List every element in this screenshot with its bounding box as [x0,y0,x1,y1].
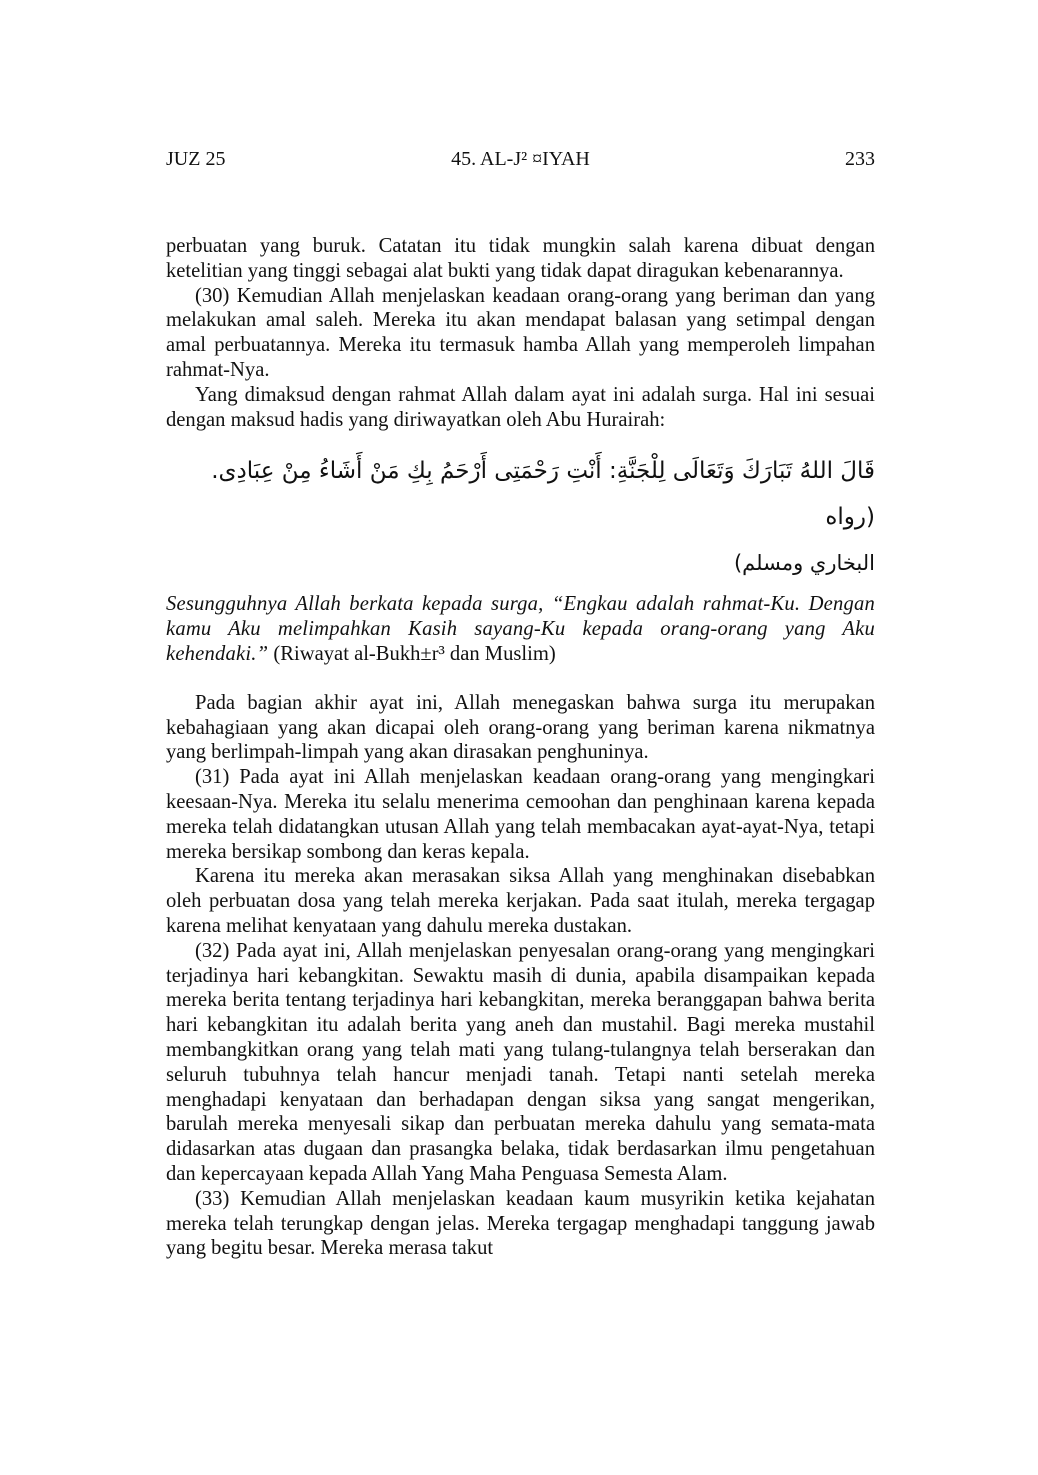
body-text [166,234,875,1261]
paragraph-verse-31: (31) Pada ayat ini Allah menjelaskan keadaan orang-orang yang mengingkari keesaan-Nya. Mereka itu selalu menerima cemoohan dan penghinaan karena kepada mereka telah didatangkan utusan Allah yang telah membacakan ayat-ayat-Nya, tetapi mereka bersikap sombong dan keras kepala. [166,766,875,863]
page-number: 233 [845,148,875,170]
paragraph-continuation: perbuatan yang buruk. Catatan itu tidak mungkin salah karena dibuat dengan ketelitian yang tinggi sebagai alat bukti yang tidak dapat diragukan kebenarannya. [166,235,875,282]
hadith-translation [166,592,875,666]
spacer [166,667,875,691]
paragraph-verse-33: (33) Kemudian Allah menjelaskan keadaan kaum musyrikin ketika kejahatan mereka telah terungkap dengan jelas. Mereka tergagap menghadapi tanggung jawab yang begitu besar. Mereka merasa takut [166,1187,875,1260]
paragraph-surga: Pada bagian akhir ayat ini, Allah menegaskan bahwa surga itu merupakan kebahagiaan yang akan dicapai oleh orang-orang yang beriman karena nikmatnya yang berlimpah-limpah yang akan dirasakan penghuninya. [166,691,875,764]
running-header [166,146,875,172]
arabic-hadith: قَالَ اللهُ تَبَارَكَ وَتَعَالَى لِلْجَنَّةِ: أَنْتِ رَحْمَتِى أَرْحَمُ بِكِ مَنْ أَشَاءُ مِنْ عِبَادِى. (رواه [211,458,875,531]
paragraph-verse-32: (32) Pada ayat ini, Allah menjelaskan penyesalan orang-orang yang mengingkari terjadinya hari kebangkitan. Sewaktu masih di dunia, apabila disampaikan kepada mereka berita tentang terjadinya hari kebangkitan, mereka beranggapan bahwa berita hari kebangkitan itu adalah berita yang aneh dan mustahil. Bagi mereka mustahil membangkitkan orang yang telah mati yang tulang-tulangnya telah berserakan dan seluruh tubuhnya telah hancur menjadi tanah. Tetapi nanti setelah mereka menghadapi kenyataan dan berhadapan dengan siksa yang sangat mengerikan, barulah mereka menyesali sikap dan perbuatan mereka dahulu yang semata-mata didasarkan atas dugaan dan prasangka belaka, tidak berdasarkan ilmu pengetahuan dan kepercayaan kepada Allah Yang Maha Penguasa Semesta Alam. [166,939,875,1185]
paragraph-siksa: Karena itu mereka akan merasakan siksa Allah yang menghinakan disebabkan oleh perbuatan dosa yang telah mereka kerjakan. Pada saat itulah, mereka tergagap karena melihat kenyataan yang dahulu mereka dustakan. [166,865,875,937]
surah-title: 45. AL-J² ¤IYAH [451,148,590,170]
paragraph-verse-30: (30) Kemudian Allah menjelaskan keadaan orang-orang yang beriman dan yang melakukan amal saleh. Mereka itu akan mendapat balasan yang setimpal dengan amal perbuatannya. Mereka itu termasuk hamba Allah yang memperoleh limpahan rahmat-Nya. [166,284,875,381]
juz-label: JUZ 25 [166,148,226,170]
hadith-translation-text: Sesungguhnya Allah berkata kepada surga, “Engkau adalah rahmat-Ku. Dengan kamu Aku melimpahkan Kasih sayang-Ku kepada orang-orang yang Aku kehendaki.” [166,593,875,665]
document-page [166,0,875,1475]
paragraph-rahmat: Yang dimaksud dengan rahmat Allah dalam ayat ini adalah surga. Hal ini sesuai dengan maksud hadis yang diriwayatkan oleh Abu Hurairah: [166,383,875,431]
hadith-translation-source: (Riwayat al-Bukh±r³ dan Muslim) [268,642,556,665]
arabic-hadith-source: البخاري ومسلم) [733,551,875,576]
